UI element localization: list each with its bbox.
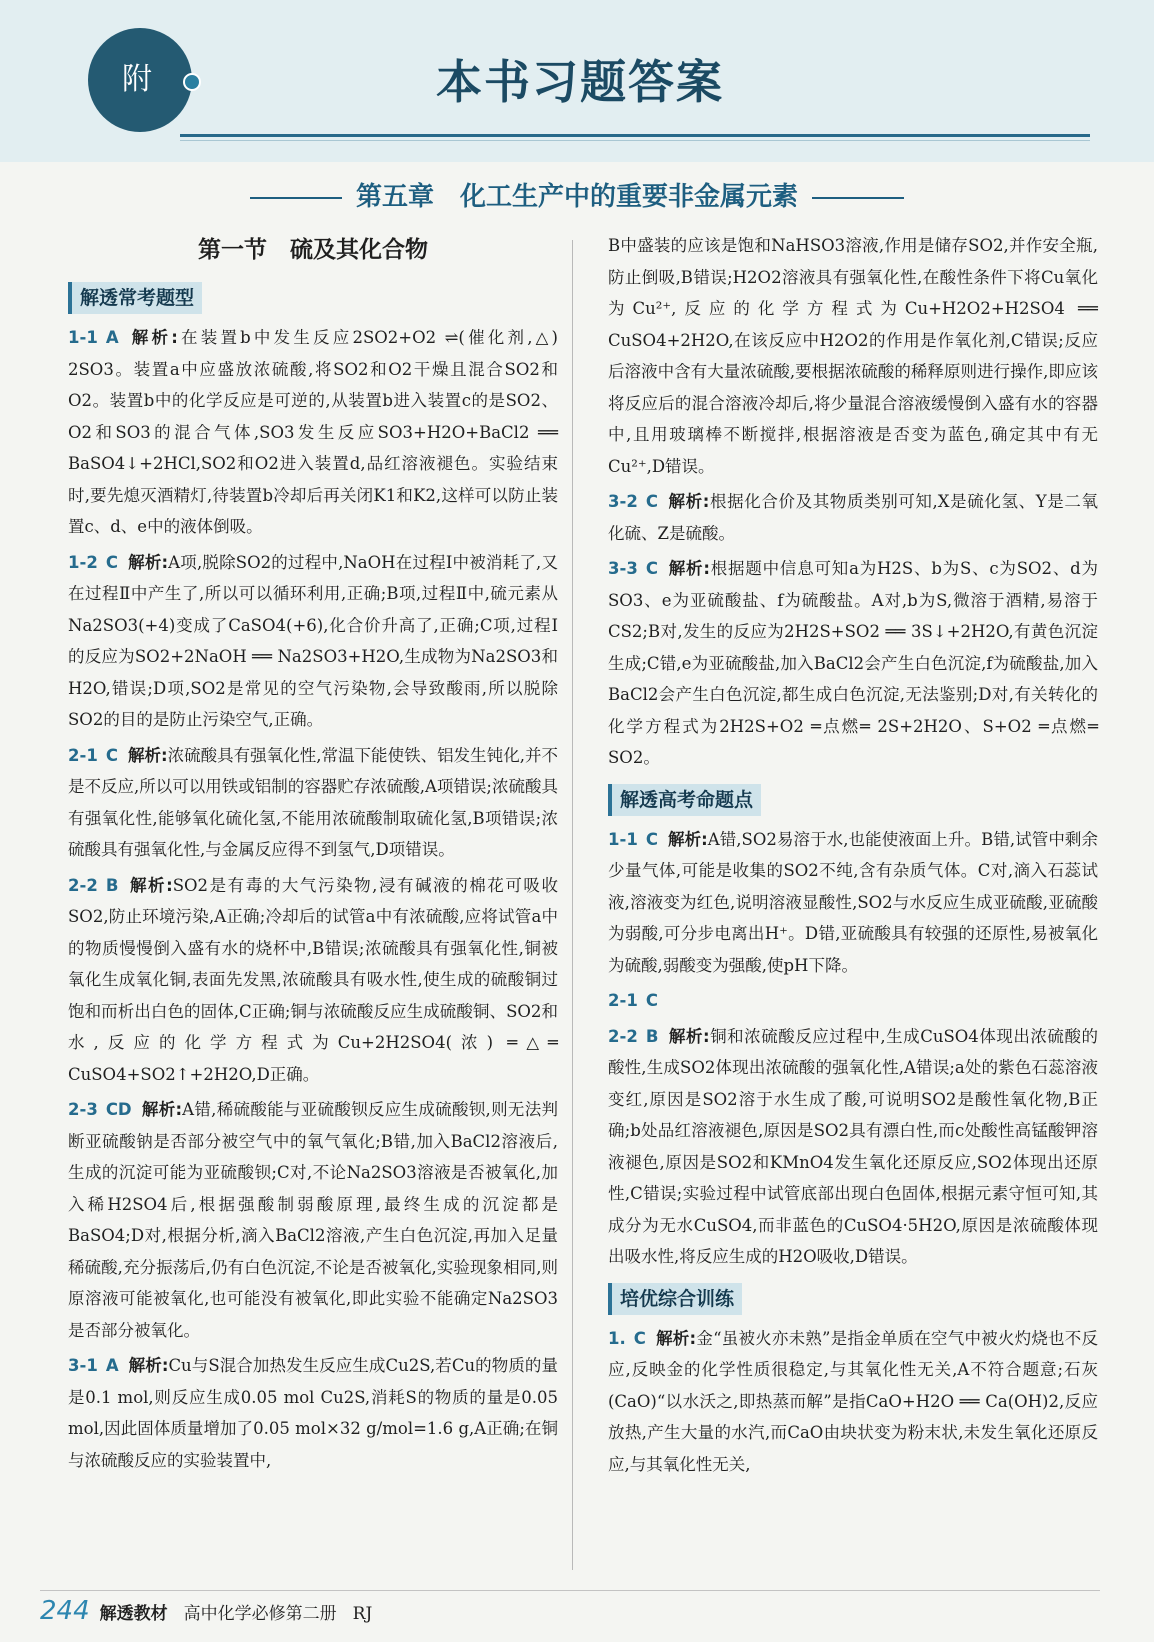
analysis-text: 铜和浓硫酸反应过程中,生成CuSO4体现出浓硫酸的酸性,生成SO2体现出浓硫酸的强氧化性,A错误;a处的紫色石蕊溶液变红,原因是SO2溶于水生成了酸,可说明SO2是酸性氧化物,B正确;b处品红溶液褪色,原因是SO2具有漂白性,而c处酸性高锰酸钾溶液褪色,原因是SO2和KMnO4发生氧化还原反应,SO2体现出还原性,C错误;实验过程中试管底部出现白色固体,根据元素守恒可知,其成分为无水CuSO4,而非蓝色的CuSO4·5H2O,原因是浓硫酸体现出吸水性,将反应生成的H2O吸收,D错误。 xyxy=(608,1026,1098,1266)
title-rule-thin xyxy=(180,140,1090,141)
answer-choice: C xyxy=(645,492,658,511)
analysis-text: 金“虽被火亦未熟”是指金单质在空气中被火灼烧也不反应,反映金的化学性质很稳定,与其氧化性无关,A不符合题意;石灰(CaO)“以水沃之,即热蒸而解”是指CaO+H2O ══ Ca(OH)2,反应放热,产生大量的水汽,而CaO由块状变为粉末状,未发生氧化还原反应,与其氧化性无关, xyxy=(608,1328,1098,1474)
analysis-label: 解析: xyxy=(128,328,178,347)
appendix-badge: 附 xyxy=(88,28,192,132)
answer-number: 1-1 xyxy=(608,829,638,849)
continued-text: B中盛装的应该是饱和NaHSO3溶液,作用是储存SO2,并作安全瓶,防止倒吸,B错误;H2O2溶液具有强氧化性,在酸性条件下将Cu氧化为Cu²⁺,反应的化学方程式为Cu+H2O2+H2SO4 ══ CuSO4+2H2O,在该反应中H2O2的作用是作氧化剂,C错误;反应后溶液中含有大量浓硫酸,要根据浓硫酸的稀释原则进行操作,即应该将反应后的混合溶液冷却后,将少量混合溶液缓慢倒入盛有水的容器中,且用玻璃棒不断搅拌,根据溶液是否变为蓝色,确定其中有无Cu²⁺,D错误。 xyxy=(608,236,1098,476)
analysis-label: 解析: xyxy=(128,875,173,895)
analysis-label: 解析: xyxy=(655,1328,697,1348)
answer-number: 2-3 xyxy=(68,1100,98,1119)
answer-choice: A xyxy=(105,328,119,347)
answer-choice: C xyxy=(633,1328,646,1348)
answer-item xyxy=(68,740,558,866)
answer-choice: C xyxy=(105,552,118,572)
answer-item xyxy=(608,985,1098,1017)
analysis-text: 在装置b中发生反应2SO2+O2 ⇌(催化剂,△) 2SO3。装置a中应盛放浓硫酸,将SO2和O2干燥且混合SO2和O2。装置b中的化学反应是可逆的,从装置b进入装置c的是SO2、O2和SO3的混合气体,SO3发生反应SO3+H2O+BaCl2 ══ BaSO4↓+2HCl,SO2和O2进入装置d,品红溶液褪色。实验结束时,要先熄灭酒精灯,待装置b冷却后再关闭K1和K2,这样可以防止装置c、d、e中的液体倒吸。 xyxy=(68,328,558,536)
footer xyxy=(40,1596,372,1626)
answer-choice: B xyxy=(105,875,119,895)
answer-number: 1-2 xyxy=(68,552,98,572)
page-number: 244 xyxy=(40,1596,90,1626)
analysis-text: 浓硫酸具有强氧化性,常温下能使铁、铝发生钝化,并不是不反应,所以可以用铁或铝制的容器贮存浓硫酸,A项错误;浓硫酸具有强氧化性,能够氧化硫化氢,不能用浓硫酸制取硫化氢,B项错误;浓硫酸具有强氧化性,与金属反应得不到氢气,D项错误。 xyxy=(68,745,558,859)
analysis-text: 根据题中信息可知a为H2S、b为S、c为SO2、d为SO3、e为亚硫酸盐、f为硫酸盐。A对,b为S,微溶于酒精,易溶于CS2;B对,发生的反应为2H2S+SO2 ══ 3S↓+2H2O,有黄色沉淀生成;C错,e为亚硫酸盐,加入BaCl2会产生白色沉淀,f为硫酸盐,加入BaCl2会产生白色沉淀,都生成白色沉淀,无法鉴别;D对,有关转化的化学方程式为2H2S+O2 ═点燃═ 2S+2H2O、S+O2 ═点燃═ SO2。 xyxy=(608,559,1098,767)
title-rule xyxy=(180,134,1090,137)
analysis-label: 解析: xyxy=(128,1356,169,1375)
analysis-text: SO2是有毒的大气污染物,浸有碱液的棉花可吸收SO2,防止环境污染,A正确;冷却后的试管a中有浓硫酸,应将试管a中的物质慢慢倒入盛有水的烧杯中,B错误;浓硫酸具有强氧化性,铜被氧化生成氧化铜,表面先发黑,浓硫酸具有吸水性,使生成的硫酸铜过饱和而析出白色的固体,C正确;铜与浓硫酸反应生成硫酸铜、SO2和水,反应的化学方程式为Cu+2H2SO4(浓) ═△═ CuSO4+SO2↑+2H2O,D正确。 xyxy=(68,875,558,1084)
chapter-title-text: 第五章 化工生产中的重要非金属元素 xyxy=(355,182,798,212)
column-divider xyxy=(572,240,573,1570)
chapter-rule-right xyxy=(812,197,904,199)
answer-item xyxy=(608,1323,1098,1481)
right-column xyxy=(608,230,1098,1484)
left-column xyxy=(68,230,558,1480)
answer-number: 3-2 xyxy=(608,492,638,511)
answer-number: 2-1 xyxy=(608,991,638,1010)
book-name: 解透教材 xyxy=(99,1604,168,1624)
page-title: 本书习题答案 xyxy=(436,55,724,109)
analysis-label: 解析: xyxy=(127,745,168,765)
analysis-label: 解析: xyxy=(668,1026,710,1046)
edition-code: RJ xyxy=(352,1604,373,1624)
heading-exam-points: 解透高考命题点 xyxy=(608,784,761,816)
heading-common-types: 解透常考题型 xyxy=(68,282,202,314)
analysis-label: 解析: xyxy=(127,552,169,572)
analysis-text: A错,稀硫酸能与亚硫酸钡反应生成硫酸钡,则无法判断亚硫酸钠是否部分被空气中的氧气氧化;B错,加入BaCl2溶液后,生成的沉淀可能为亚硫酸钡;C对,不论Na2SO3溶液是否被氧化,加入稀H2SO4后,根据强酸制弱酸原理,最终生成的沉淀都是BaSO4;D对,根据分析,滴入BaCl2溶液,产生白色沉淀,再加入足量稀硫酸,充分振荡后,仍有白色沉淀,不论是否被氧化,实验现象相同,则原溶液可能被氧化,也可能没有被氧化,即此实验不能确定Na2SO3是否部分被氧化。 xyxy=(68,1100,558,1340)
section-title: 第一节 硫及其化合物 xyxy=(198,237,428,263)
analysis-text: A错,SO2易溶于水,也能使液面上升。B错,试管中剩余少量气体,可能是收集的SO2不纯,含有杂质气体。C对,滴入石蕊试液,溶液变为红色,说明溶液显酸性,SO2与水反应生成亚硫酸,亚硫酸为弱酸,可分步电离出H⁺。D错,亚硫酸具有较强的还原性,易被氧化为硫酸,弱酸变为强酸,使pH下降。 xyxy=(608,829,1098,975)
answer-item xyxy=(608,1021,1098,1273)
heading-training: 培优综合训练 xyxy=(608,1283,742,1315)
answer-number: 3-3 xyxy=(608,559,638,578)
answer-choice: CD xyxy=(105,1100,132,1119)
answer-number: 3-1 xyxy=(68,1356,98,1375)
analysis-text: 根据化合价及其物质类别可知,X是硫化氢、Y是二氧化硫、Z是硫酸。 xyxy=(608,492,1098,543)
answer-item xyxy=(608,486,1098,549)
footer-rule xyxy=(40,1590,1100,1591)
answer-item xyxy=(68,870,558,1091)
answer-choice: B xyxy=(645,1026,659,1046)
badge-dot-icon xyxy=(183,73,201,91)
answer-item xyxy=(68,1094,558,1346)
chapter-rule-left xyxy=(250,197,342,199)
answer-number: 1. xyxy=(608,1328,626,1348)
answer-item xyxy=(68,322,558,543)
analysis-label: 解析: xyxy=(141,1100,183,1119)
chapter-title xyxy=(0,176,1154,213)
analysis-label: 解析: xyxy=(667,829,708,849)
answer-number: 2-1 xyxy=(68,745,98,765)
answer-choice: C xyxy=(645,991,658,1010)
answer-number: 2-2 xyxy=(68,875,98,895)
answer-item xyxy=(68,547,558,736)
answer-choice: C xyxy=(645,559,658,578)
answer-choice: C xyxy=(105,745,118,765)
answer-item xyxy=(68,1350,558,1476)
subject-name: 高中化学必修第二册 xyxy=(183,1604,337,1624)
answer-choice: C xyxy=(645,829,658,849)
analysis-label: 解析: xyxy=(667,492,710,511)
answer-choice: A xyxy=(105,1356,119,1375)
analysis-text: Cu与S混合加热发生反应生成Cu2S,若Cu的物质的量是0.1 mol,则反应生成0.05 mol Cu2S,消耗S的物质的量是0.05 mol,因此固体质量增加了0.05 mol×32 g/mol=1.6 g,A正确;在铜与浓硫酸反应的实验装置中, xyxy=(68,1356,558,1470)
answer-item xyxy=(608,553,1098,774)
analysis-label: 解析: xyxy=(667,559,710,578)
answer-number: 2-2 xyxy=(608,1026,638,1046)
answer-number: 1-1 xyxy=(68,328,98,347)
answer-item xyxy=(608,824,1098,982)
analysis-text: A项,脱除SO2的过程中,NaOH在过程Ⅰ中被消耗了,又在过程Ⅱ中产生了,所以可以循环利用,正确;B项,过程Ⅱ中,硫元素从Na2SO3(+4)变成了CaSO4(+6),化合价升高了,正确;C项,过程Ⅰ的反应为SO2+2NaOH ══ Na2SO3+H2O,生成物为Na2SO3和H2O,错误;D项,SO2是常见的空气污染物,会导致酸雨,所以脱除SO2的目的是防止污染空气,正确。 xyxy=(68,552,558,729)
